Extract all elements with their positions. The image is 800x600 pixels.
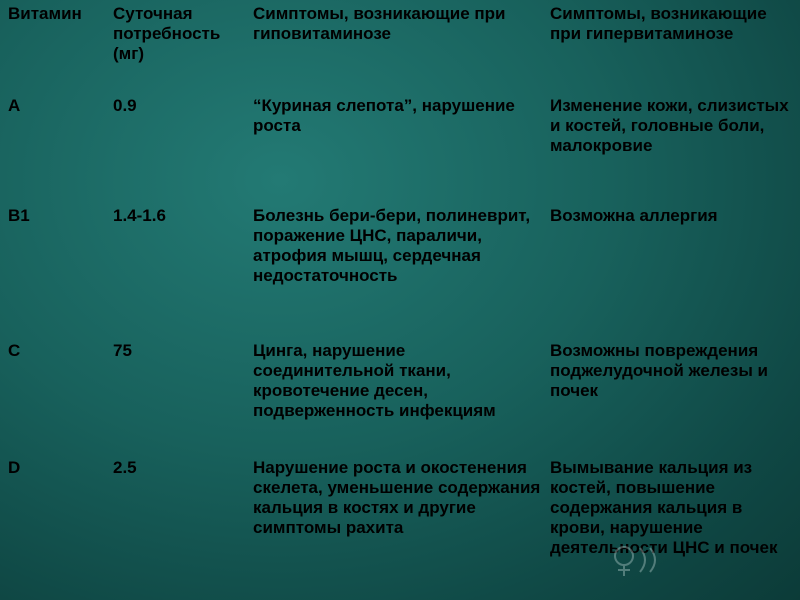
table-row — [4, 206, 796, 341]
header-vitamin: Витамин — [8, 4, 82, 23]
watermark-logo — [610, 540, 670, 580]
cell-hypo: Нарушение роста и окостенения скелета, уменьшение содержания кальция в костях и другие симптомы рахита — [253, 458, 541, 537]
cell-vitamin: B1 — [8, 206, 30, 225]
cell-vitamin: C — [8, 341, 21, 360]
cell-hyper: Изменение кожи, слизистых и костей, головные боли, малокровие — [550, 96, 789, 155]
vitamin-table — [4, 4, 796, 600]
header-hypovitaminosis: Симптомы, возникающие при гиповитаминозе — [253, 4, 506, 43]
cell-dose: 2.5 — [113, 458, 137, 477]
cell-vitamin: D — [8, 458, 21, 477]
cell-dose: 1.4-1.6 — [113, 206, 166, 225]
cell-dose: 0.9 — [113, 96, 137, 115]
cell-hyper: Возможны повреждения поджелудочной железы и почек — [550, 341, 769, 400]
table-row — [4, 341, 796, 458]
cell-hypo: “Куриная слепота”, нарушение роста — [253, 96, 515, 135]
table-header-row — [4, 4, 796, 96]
table-row — [4, 96, 796, 206]
cell-dose: 75 — [113, 341, 132, 360]
table-row — [4, 458, 796, 600]
cell-hyper: Вымывание кальция из костей, повышение содержания кальция в крови, нарушение деятельности ЦНС и почек — [550, 458, 778, 557]
header-hypervitaminosis: Симптомы, возникающие при гипервитаминозе — [550, 4, 767, 43]
cell-hypo: Болезнь бери-бери, полиневрит, поражение ЦНС, параличи, атрофия мышц, сердечная недостаточность — [253, 206, 531, 285]
cell-hypo: Цинга, нарушение соединительной ткани, кровотечение десен, подверженность инфекциям — [253, 341, 496, 420]
cell-vitamin: A — [8, 96, 21, 115]
cell-hyper: Возможна аллергия — [550, 206, 718, 225]
header-daily-need: Суточная потребность (мг) — [113, 4, 221, 63]
